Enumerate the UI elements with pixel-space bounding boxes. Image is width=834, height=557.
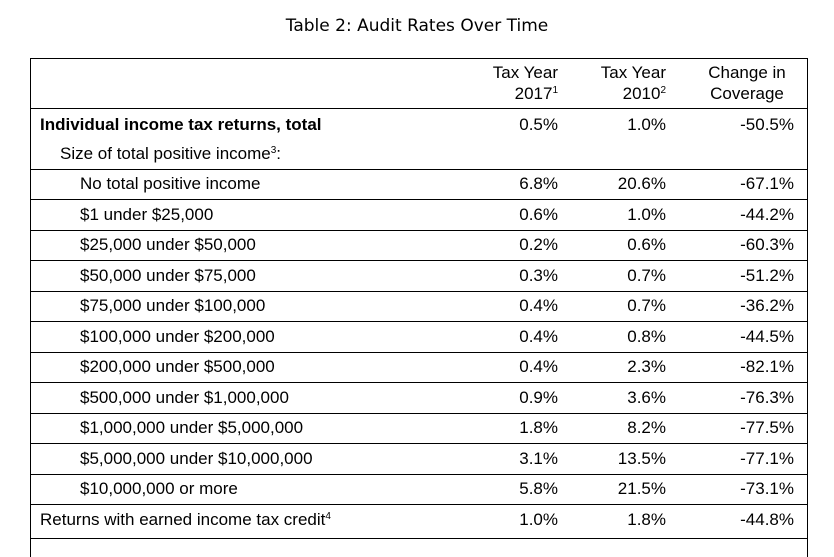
row-divider [30,538,808,539]
subheading-income-size: Size of total positive income$^3$: [60,144,282,163]
row-label: $1 under $25,000 [80,205,214,224]
table-cell: -77.5% [740,418,794,437]
table-cell: 21.5% [617,479,666,498]
column-header-change [700,62,794,104]
table-cell: 1.8% [519,418,558,437]
table-cell: 0.3% [519,266,558,285]
row-divider [30,321,808,322]
row-label: $10,000,000 or more [80,479,238,498]
row-divider [30,291,808,292]
table-cell: 0.4% [519,296,558,315]
column-header-2010 [580,62,666,104]
table-cell: 2.3% [627,357,666,376]
table-cell: 3.6% [627,388,666,407]
row-label: $25,000 under $50,000 [80,235,256,254]
table-cell: 5.8% [519,479,558,498]
column-header-line2: Coverage [710,84,784,103]
row-divider [30,474,808,475]
cell-total-2017: 0.5% [519,115,558,134]
table-cell: 0.7% [627,296,666,315]
row-label: $5,000,000 under $10,000,000 [80,449,313,468]
table-cell: -60.3% [740,235,794,254]
row-divider [30,169,808,170]
table-cell: -82.1% [740,357,794,376]
header-divider [30,108,808,109]
table-cell: 6.8% [519,174,558,193]
table-cell: 8.2% [627,418,666,437]
row-label-total: Individual income tax returns, total [40,115,322,134]
row-divider [30,382,808,383]
table-cell: 0.4% [519,357,558,376]
row-label: $500,000 under $1,000,000 [80,388,289,407]
table-cell: 20.6% [617,174,666,193]
row-divider [30,199,808,200]
column-header-line2: 2010$^2$ [622,84,666,103]
row-label: $50,000 under $75,000 [80,266,256,285]
cell-total-2010: 1.0% [627,115,666,134]
cell-eitc-2010: 1.8% [627,510,666,529]
row-label-eitc: Returns with earned income tax credit$^4$ [40,510,331,529]
row-label: No total positive income [80,174,261,193]
row-label: $200,000 under $500,000 [80,357,275,376]
row-divider [30,443,808,444]
column-header-line2: 2017$^1$ [514,84,558,103]
row-divider [30,260,808,261]
table-cell: -73.1% [740,479,794,498]
row-divider [30,504,808,505]
table-cell: 0.7% [627,266,666,285]
table-cell: 0.6% [627,235,666,254]
cell-eitc-change: -44.8% [740,510,794,529]
row-divider [30,352,808,353]
cell-total-change: -50.5% [740,115,794,134]
column-header-line1: Change in [708,63,786,82]
table-cell: 0.9% [519,388,558,407]
column-header-line1: Tax Year [600,63,666,82]
table-cell: 0.4% [519,327,558,346]
row-divider [30,413,808,414]
column-header-line1: Tax Year [492,63,558,82]
table-cell: -76.3% [740,388,794,407]
table-cell: -51.2% [740,266,794,285]
row-label: $1,000,000 under $5,000,000 [80,418,304,437]
table-cell: -44.5% [740,327,794,346]
cell-eitc-2017: 1.0% [519,510,558,529]
table-cell: 13.5% [617,449,666,468]
table-cell: -77.1% [740,449,794,468]
table-cell: 0.8% [627,327,666,346]
column-header-2017 [470,62,558,104]
table-cell: -36.2% [740,296,794,315]
table-cell: 0.2% [519,235,558,254]
table-cell: 0.6% [519,205,558,224]
table-cell: 1.0% [627,205,666,224]
table-cell: -67.1% [740,174,794,193]
row-label: $75,000 under $100,000 [80,296,266,315]
row-label: $100,000 under $200,000 [80,327,275,346]
row-divider [30,230,808,231]
table-cell: -44.2% [740,205,794,224]
table-cell: 3.1% [519,449,558,468]
table-title: Table 2: Audit Rates Over Time [285,16,549,36]
